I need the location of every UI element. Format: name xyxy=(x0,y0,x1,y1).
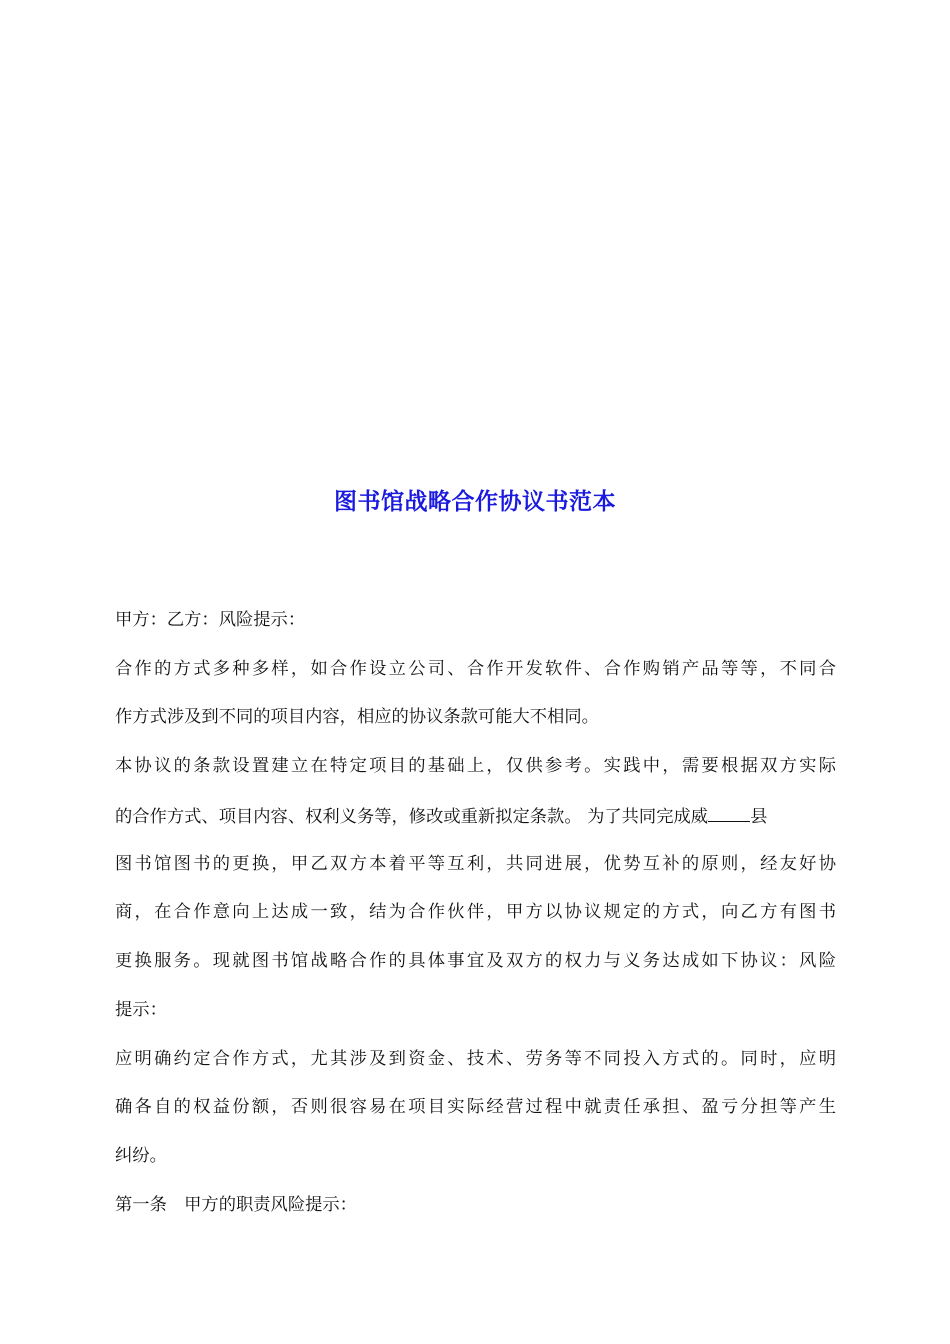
paragraph-line: 应明确约定合作方式，尤其涉及到资金、技术、劳务等不同投入方式的。同时，应明 xyxy=(115,1049,836,1069)
paragraph-line: 提示： xyxy=(115,1000,167,1020)
paragraph-line: 图书馆图书的更换，甲乙双方本着平等互利，共同进展，优势互补的原则，经友好协 xyxy=(115,854,836,874)
paragraph-line: 商，在合作意向上达成一致，结为合作伙伴，甲方以协议规定的方式，向乙方有图书 xyxy=(115,902,836,922)
paragraph-line: 更换服务。现就图书馆战略合作的具体事宜及双方的权力与义务达成如下协议：风险 xyxy=(115,951,836,971)
paragraph-line-with-blank xyxy=(115,803,836,829)
paragraph-line: 作方式涉及到不同的项目内容，相应的协议条款可能大不相同。 xyxy=(115,707,599,727)
paragraph-text: 的合作方式、项目内容、权利义务等，修改或重新拟定条款。 为了共同完成威 xyxy=(115,807,709,827)
paragraph-line: 确各自的权益份额，否则很容易在项目实际经营过程中就责任承担、盈亏分担等产生 xyxy=(115,1097,836,1117)
paragraph-line: 纠纷。 xyxy=(115,1146,167,1166)
paragraph-line: 合作的方式多种多样，如合作设立公司、合作开发软件、合作购销产品等等，不同合 xyxy=(115,659,836,679)
paragraph-text: 县 xyxy=(750,807,768,827)
paragraph-line: 本协议的条款设置建立在特定项目的基础上，仅供参考。实践中，需要根据双方实际 xyxy=(115,756,836,776)
fill-in-blank xyxy=(708,803,750,822)
article-heading: 第一条 甲方的职责风险提示： xyxy=(115,1195,357,1215)
document-title: 图书馆战略合作协议书范本 xyxy=(334,489,616,515)
party-line: 甲方：乙方：风险提示： xyxy=(115,610,306,630)
